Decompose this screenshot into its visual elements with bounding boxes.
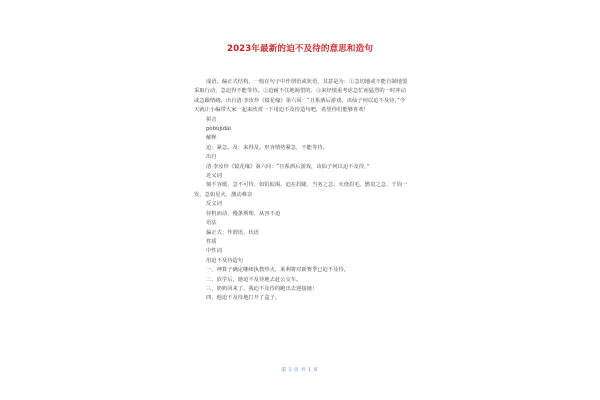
synonyms-text: 刻不容缓、急不可待、如饥似渴、迫在眉睫、当务之急、火烧眉毛、燃眉之急、千钧一发、急如星火、激动难奈 [194,182,408,198]
heading-grammar: 语法 [206,220,217,227]
example-sentence-1: 一、神算子确定继续执教热火，莱利将对新赛季已迫不及待。 [206,267,350,274]
example-sentence-4: 四、他迫不及待地打开了盒子。 [206,295,281,302]
example-sentence-2: 二、放学后，她迫不及待地去赶公交车。 [206,276,302,283]
grammar-text: 偏正式；作谓语、状语 [206,229,259,236]
heading-pinyin: 拼音 [206,116,217,123]
heading-explanation: 解释 [206,135,217,142]
explanation-text: 迫：紧急。及：来得及。形容情势紧急，不能等待。 [206,144,328,151]
example-sentence-3: 三、奶奶回来了，我迫不及待的跑出去迎接她！ [206,285,318,292]
nature-text: 中性词 [206,248,222,255]
page-footer: 第 1 页 共 1 页 [281,368,319,373]
heading-synonyms: 近义词 [206,173,222,180]
heading-examples: 用迫不及待造句 [206,257,244,264]
source-text: 清·李汝珍《镜花缘》第六回：“且系酒后游戏，该仙子何以迫不及待，” [206,163,370,170]
antonyms-text: 待机而动、慢条斯理、从容不迫 [206,210,281,217]
document-body [194,78,410,304]
heading-source: 出自 [206,154,217,161]
heading-antonyms: 反义词 [206,201,222,208]
pinyin-text: pòbùjídài [206,126,231,133]
document-title: 2023年最新的迫不及待的意思和造句 [226,44,374,54]
intro-paragraph: 成语。偏正式结构，一般在句子中作谓语或状语，其意是为：①急切地或不能自制地要采取行动，急迫得不能等待。②迫耐不住地渴望的。③来经慎重考虑急忙而猛烈的一时冲动或急躁情绪。出自清·李汝珍《镜花缘》第六回：“且系酒后游戏，该仙子何以迫不及待，”今天就让小编带大家一起来欣赏一下用迫不及待造句吧，希望你们能够喜欢！ [194,79,408,114]
heading-nature: 性质 [206,238,217,245]
